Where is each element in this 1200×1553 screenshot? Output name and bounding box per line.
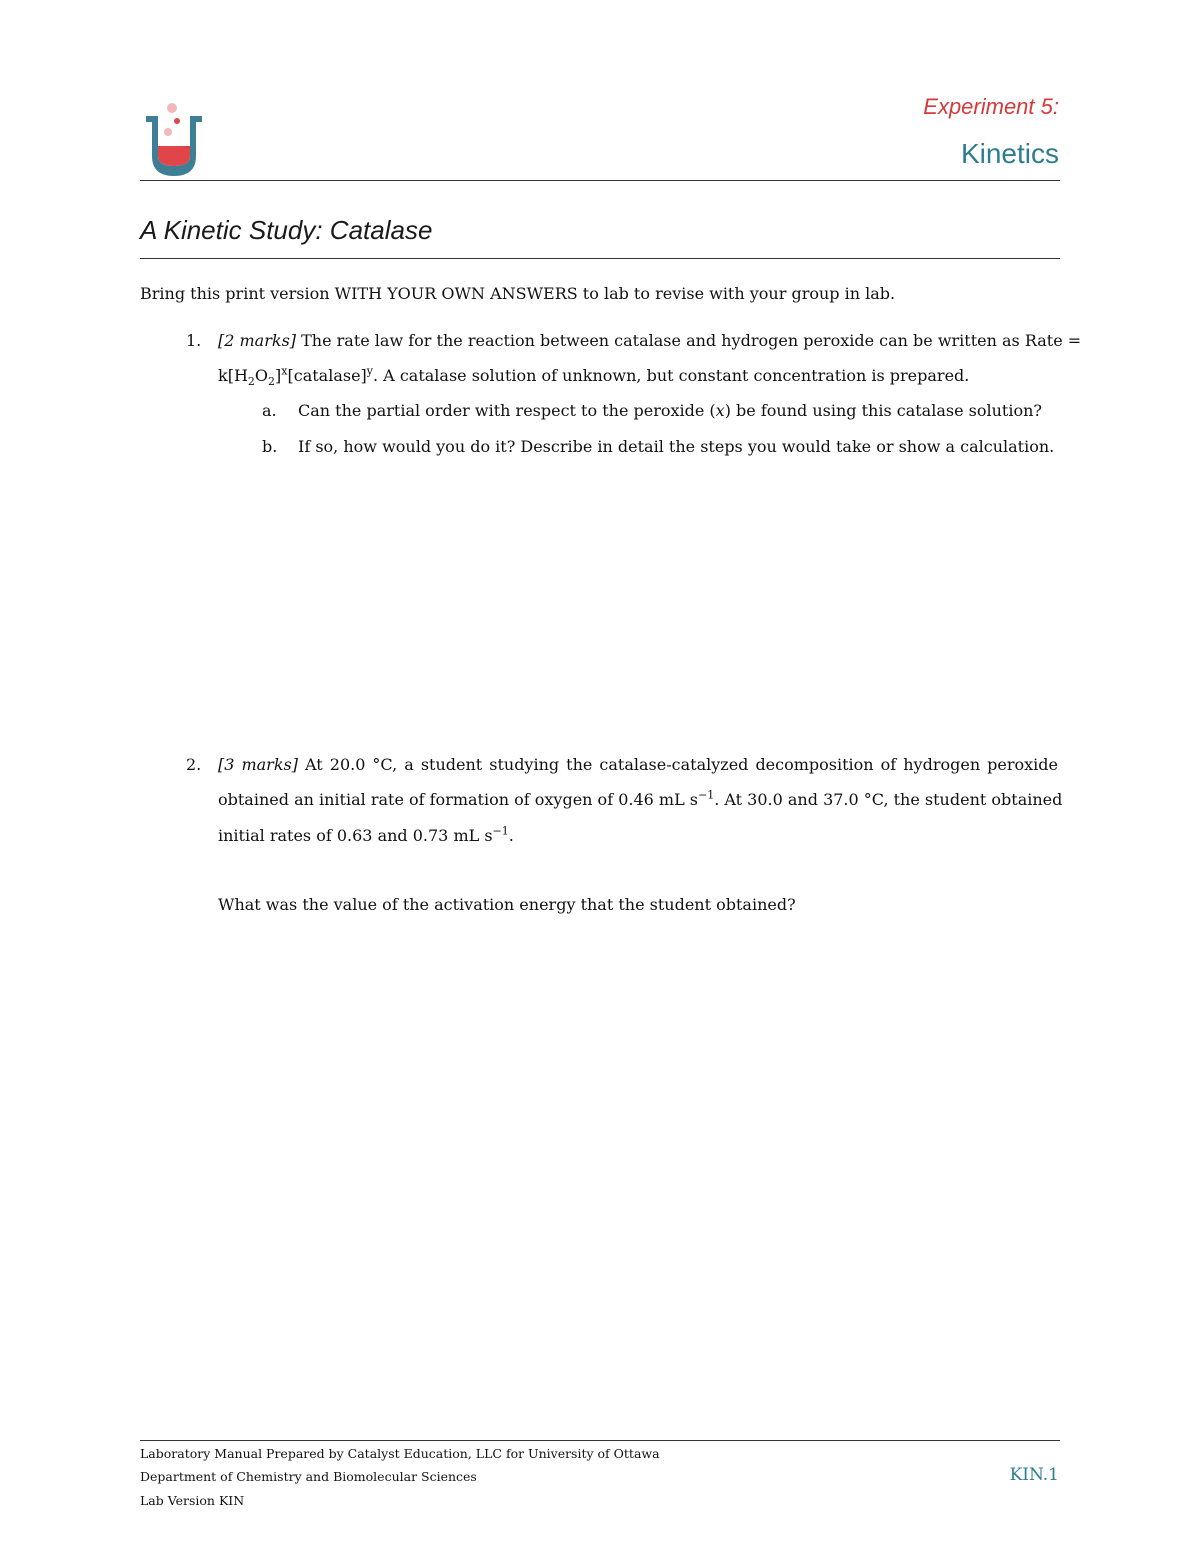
beaker-u-logo bbox=[140, 100, 210, 180]
q2-line3-pre: initial rates of 0.63 and 0.73 mL s bbox=[218, 826, 493, 845]
q1a-post: ) be found using this catalase solution? bbox=[724, 401, 1042, 420]
footer-line2: Department of Chemistry and Biomolecular Sciences bbox=[140, 1469, 477, 1484]
q1-sub-2b: 2 bbox=[268, 375, 276, 389]
section-title: A Kinetic Study: Catalase bbox=[140, 215, 433, 245]
footer-line3: Lab Version KIN bbox=[140, 1493, 245, 1508]
q1-eq-k: k[H bbox=[218, 366, 248, 385]
q2-line2 bbox=[218, 788, 1063, 810]
q2-line1 bbox=[218, 755, 1058, 775]
q1-line2 bbox=[218, 364, 1058, 389]
q1a-pre: Can the partial order with respect to the peroxide ( bbox=[298, 401, 716, 420]
q2-line3 bbox=[218, 826, 1058, 846]
q1-line1 bbox=[218, 331, 1082, 351]
intro-text: Bring this print version WITH YOUR OWN ANSWERS to lab to revise with your group in lab. bbox=[140, 284, 896, 303]
footer-line1: Laboratory Manual Prepared by Catalyst Education, LLC for University of Ottawa bbox=[140, 1446, 660, 1461]
q1-line2-tail: . A catalase solution of unknown, but constant concentration is prepared. bbox=[373, 366, 970, 385]
page-number: KIN.1 bbox=[1009, 1465, 1059, 1485]
q2-line3-sup: −1 bbox=[492, 824, 509, 838]
q1-line1-text: The rate law for the reaction between catalase and hydrogen peroxide can be written as Rate = bbox=[296, 331, 1082, 350]
experiment-title: Kinetics bbox=[960, 138, 1059, 169]
q2-line2-pre: obtained an initial rate of formation of oxygen of 0.46 mL s bbox=[218, 790, 698, 809]
q1-marks: [2 marks] bbox=[218, 331, 297, 350]
experiment-label: Experiment 5: bbox=[923, 94, 1059, 119]
q1b-text: If so, how would you do it? Describe in detail the steps you would take or show a calculation. bbox=[298, 437, 1055, 456]
section-rule bbox=[140, 258, 1060, 259]
q1b-letter: b. bbox=[262, 437, 278, 456]
q1-number: 1. bbox=[186, 331, 202, 350]
q1a-text bbox=[298, 401, 1042, 420]
q1-sub-2a: 2 bbox=[247, 375, 255, 389]
header-rule bbox=[140, 180, 1060, 181]
q1-eq-o: O bbox=[254, 366, 269, 385]
q2-line1-text: At 20.0 °C, a student studying the catalase-catalyzed decomposition of hydrogen peroxide bbox=[297, 755, 1059, 774]
q2-number: 2. bbox=[186, 755, 202, 774]
footer-rule bbox=[140, 1440, 1060, 1441]
q2-line3-post: . bbox=[508, 826, 514, 845]
q2-question: What was the value of the activation energy that the student obtained? bbox=[218, 895, 796, 914]
q1-eq-close: ] bbox=[275, 366, 282, 385]
q1-eq-catalase: [catalase] bbox=[287, 366, 367, 385]
q1a-var: x bbox=[715, 401, 725, 420]
q2-line2-sup: −1 bbox=[698, 788, 715, 802]
q2-line2-post: . At 30.0 and 37.0 °C, the student obtained bbox=[714, 790, 1063, 809]
q1a-letter: a. bbox=[262, 401, 277, 420]
q1-sup-y: y bbox=[366, 364, 373, 378]
q1-sup-x: x bbox=[281, 364, 288, 378]
q2-marks: [3 marks] bbox=[218, 755, 298, 774]
